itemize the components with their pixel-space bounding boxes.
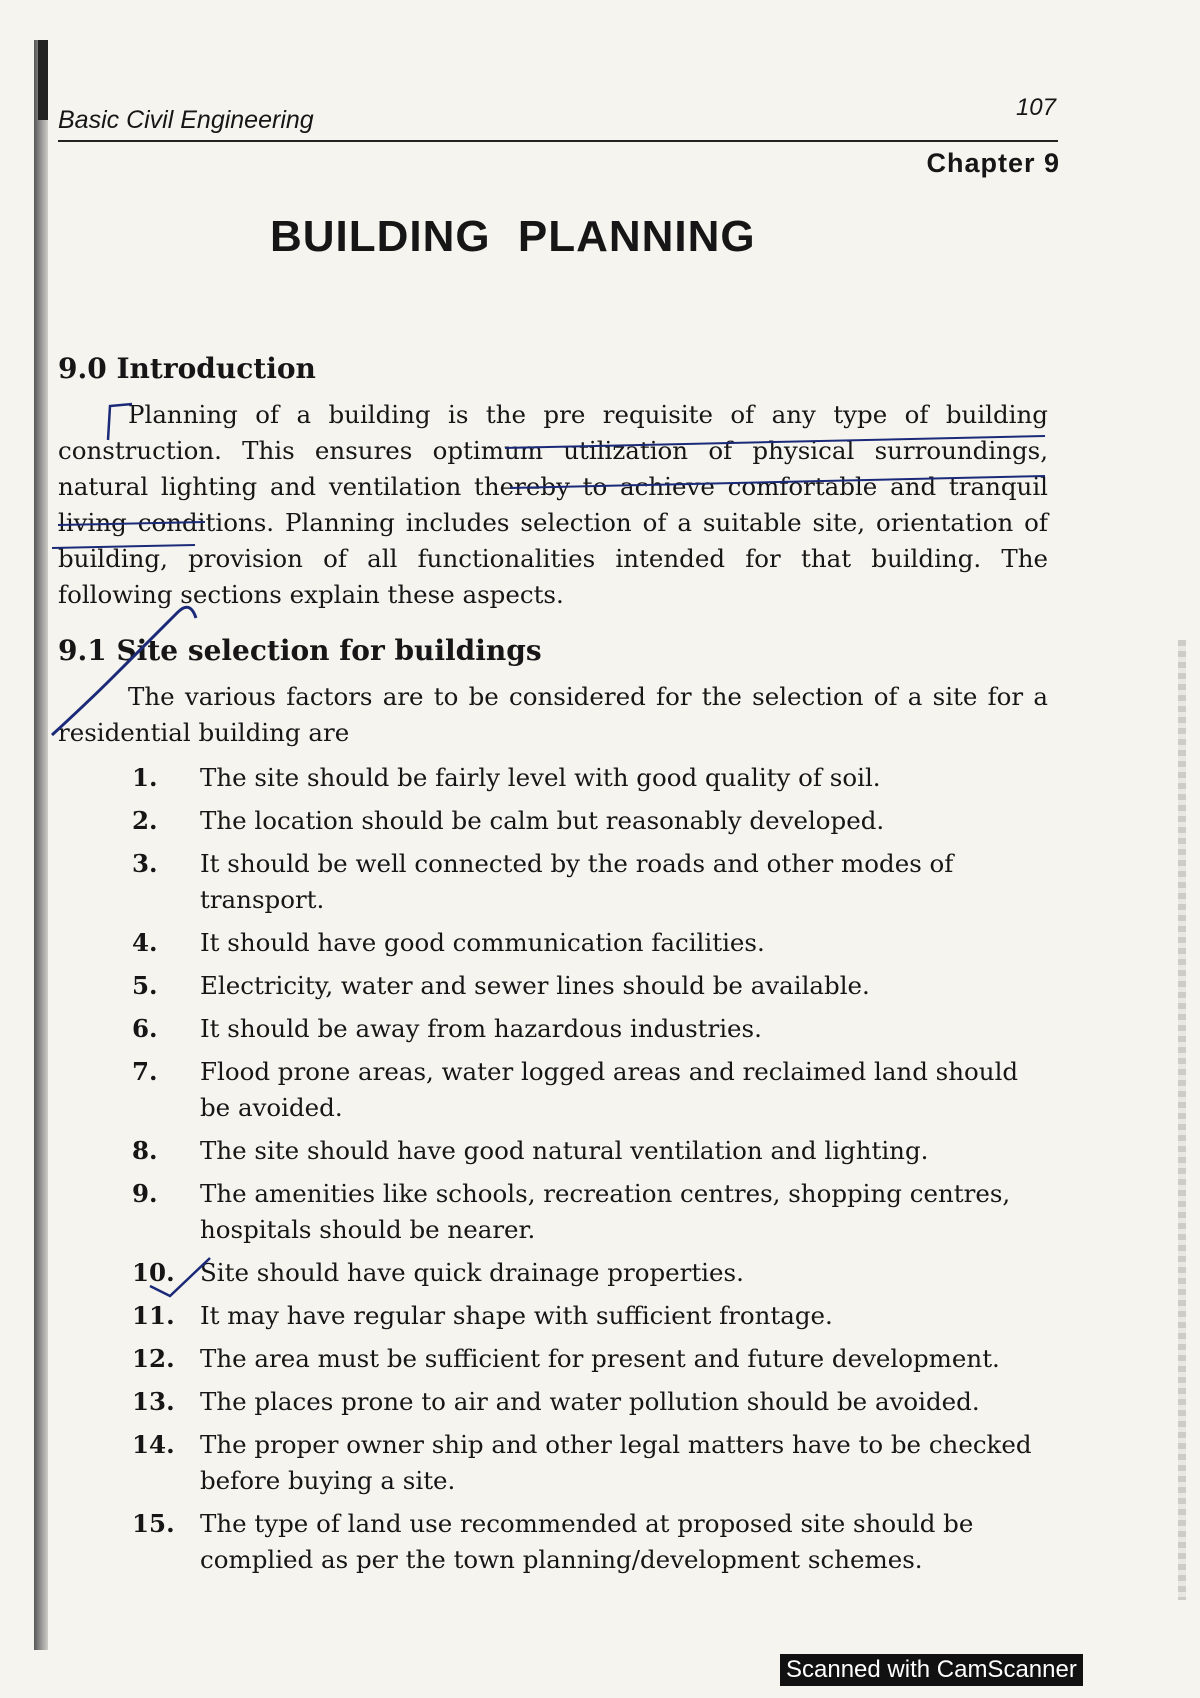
list-item (120, 968, 1040, 1004)
page-number: 107 (1015, 94, 1056, 121)
binding-shadow (34, 40, 48, 1650)
section-heading-introduction: 9.0 Introduction (58, 352, 316, 385)
list-item (120, 925, 1040, 961)
list-item-text: Site should have quick drainage properties. (200, 1258, 744, 1287)
list-item (120, 1506, 1040, 1578)
list-item-text: It should be well connected by the roads and other modes of transport. (200, 849, 954, 914)
list-item-number: 14. (132, 1430, 175, 1459)
list-item-number: 4. (132, 928, 158, 957)
list-item (120, 803, 1040, 839)
site-selection-factors-list (120, 760, 1040, 1585)
list-item-number: 2. (132, 806, 158, 835)
list-item (120, 1176, 1040, 1248)
site-selection-intro (58, 679, 1048, 751)
list-item-number: 10. (132, 1258, 175, 1287)
binding-shadow-dark (38, 40, 48, 120)
list-item-number: 13. (132, 1387, 175, 1416)
list-item-text: Electricity, water and sewer lines should be available. (200, 971, 870, 1000)
list-item (120, 1384, 1040, 1420)
list-item-text: The location should be calm but reasonably developed. (200, 806, 885, 835)
list-item-text: The type of land use recommended at proposed site should be complied as per the town planning/development schemes. (200, 1509, 974, 1574)
chapter-title: BUILDING PLANNING (270, 212, 756, 261)
list-item-text: The site should have good natural ventilation and lighting. (200, 1136, 929, 1165)
list-item-number: 12. (132, 1344, 175, 1373)
list-item-number: 9. (132, 1179, 158, 1208)
list-item-number: 6. (132, 1014, 158, 1043)
list-item (120, 1054, 1040, 1126)
chapter-label: Chapter 9 (926, 148, 1060, 178)
list-item (120, 760, 1040, 796)
list-item (120, 1341, 1040, 1377)
list-item-text: The places prone to air and water pollution should be avoided. (200, 1387, 980, 1416)
list-item-text: The amenities like schools, recreation centres, shopping centres, hospitals should be nearer. (200, 1179, 1011, 1244)
list-item-text: The site should be fairly level with good quality of soil. (200, 763, 881, 792)
introduction-paragraph (58, 397, 1048, 613)
running-head: Basic Civil Engineering (58, 106, 314, 134)
page-edge-shadow (1178, 640, 1186, 1600)
list-item-text: The proper owner ship and other legal matters have to be checked before buying a site. (200, 1430, 1032, 1495)
list-item-number: 7. (132, 1057, 158, 1086)
page-header (58, 92, 1058, 142)
list-item (120, 1133, 1040, 1169)
list-item-text: It should be away from hazardous industries. (200, 1014, 762, 1043)
list-item-number: 8. (132, 1136, 158, 1165)
list-item (120, 846, 1040, 918)
list-item-text: The area must be sufficient for present and future development. (200, 1344, 1000, 1373)
list-item-text: Flood prone areas, water logged areas and reclaimed land should be avoided. (200, 1057, 1019, 1122)
list-item-number: 11. (132, 1301, 175, 1330)
introduction-text: Planning of a building is the pre requisite of any type of building construction. This ensures optimum utilization of physical surroundings, natural lighting and ventilation thereby to achieve comfortable and tranquil living conditions. Planning includes selection of a suitable site, orientation of building, provision of all functionalities intended for that building. The following sections explain these aspects. (58, 399, 1048, 609)
site-selection-intro-text: The various factors are to be considered for the selection of a site for a residential building are (58, 681, 1048, 747)
list-item (120, 1427, 1040, 1499)
scanner-watermark: Scanned with CamScanner (780, 1654, 1083, 1686)
list-item-number: 5. (132, 971, 158, 1000)
list-item-text: It should have good communication facilities. (200, 928, 765, 957)
list-item (120, 1255, 1040, 1291)
section-heading-site-selection: 9.1 Site selection for buildings (58, 634, 542, 667)
list-item-text: It may have regular shape with sufficient frontage. (200, 1301, 833, 1330)
list-item-number: 1. (132, 763, 158, 792)
list-item (120, 1298, 1040, 1334)
list-item (120, 1011, 1040, 1047)
list-item-number: 3. (132, 849, 158, 878)
list-item-number: 15. (132, 1509, 175, 1538)
